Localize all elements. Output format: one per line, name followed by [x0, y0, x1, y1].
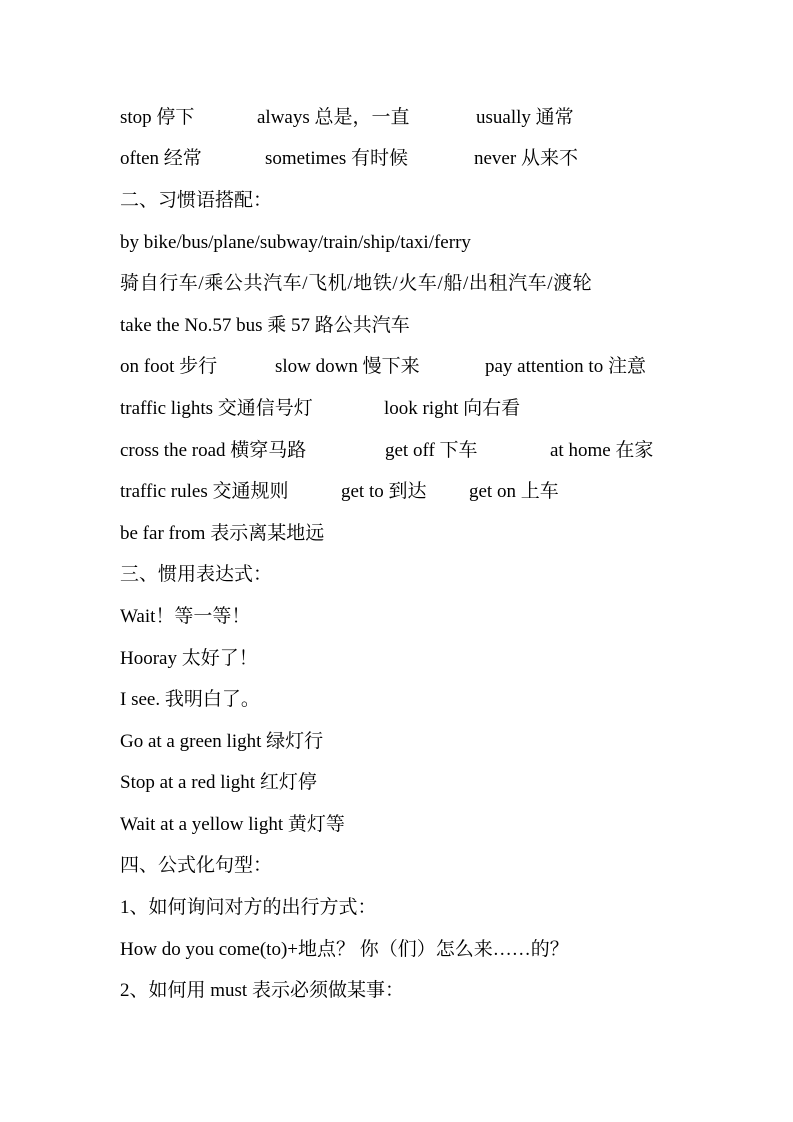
phrase-get-on: get on 上车: [469, 481, 559, 502]
phrase-get-to: get to 到达: [341, 481, 427, 502]
section-2-heading: 二、习惯语搭配：: [120, 190, 273, 211]
bus-57-phrase: take the No.57 bus 乘 57 路公共汽车: [120, 315, 410, 336]
phrase-on-foot: on foot 步行: [120, 356, 218, 377]
section-3-heading: 三、惯用表达式：: [120, 564, 273, 585]
phrase-far-from: be far from 表示离某地远: [120, 523, 325, 544]
vocab-usually: usually 通常: [476, 107, 574, 128]
transport-english: by bike/bus/plane/subway/train/ship/taxi/ferry: [120, 232, 471, 253]
phrase-at-home: at home 在家: [550, 440, 654, 461]
vocab-never: never 从来不: [474, 148, 578, 169]
phrase-get-off: get off 下车: [385, 440, 478, 461]
vocab-stop: stop 停下: [120, 107, 195, 128]
phrase-traffic-lights: traffic lights 交通信号灯: [120, 398, 313, 419]
phrase-pay-attention: pay attention to 注意: [485, 356, 646, 377]
expression-hooray: Hooray 太好了！: [120, 648, 258, 669]
transport-chinese: 骑自行车/乘公共汽车/飞机/地铁/火车/船/出租汽车/渡轮: [120, 273, 593, 294]
expression-yellow-light: Wait at a yellow light 黄灯等: [120, 814, 345, 835]
section-4-heading: 四、公式化句型：: [120, 855, 273, 876]
expression-i-see: I see. 我明白了。: [120, 689, 260, 710]
vocab-often: often 经常: [120, 148, 202, 169]
vocab-sometimes: sometimes 有时候: [265, 148, 409, 169]
phrase-cross-road: cross the road 横穿马路: [120, 440, 307, 461]
pattern-2-title: 2、如何用 must 表示必须做某事：: [120, 980, 404, 1001]
pattern-1-title: 1、如何询问对方的出行方式：: [120, 897, 377, 918]
expression-wait: Wait！等一等！: [120, 606, 251, 627]
pattern-1-example: How do you come(to)+地点？ 你（们）怎么来……的？: [120, 939, 569, 960]
expression-green-light: Go at a green light 绿灯行: [120, 731, 324, 752]
expression-red-light: Stop at a red light 红灯停: [120, 772, 317, 793]
phrase-traffic-rules: traffic rules 交通规则: [120, 481, 289, 502]
phrase-slow-down: slow down 慢下来: [275, 356, 420, 377]
phrase-look-right: look right 向右看: [384, 398, 521, 419]
vocab-always: always 总是，一直: [257, 107, 410, 128]
